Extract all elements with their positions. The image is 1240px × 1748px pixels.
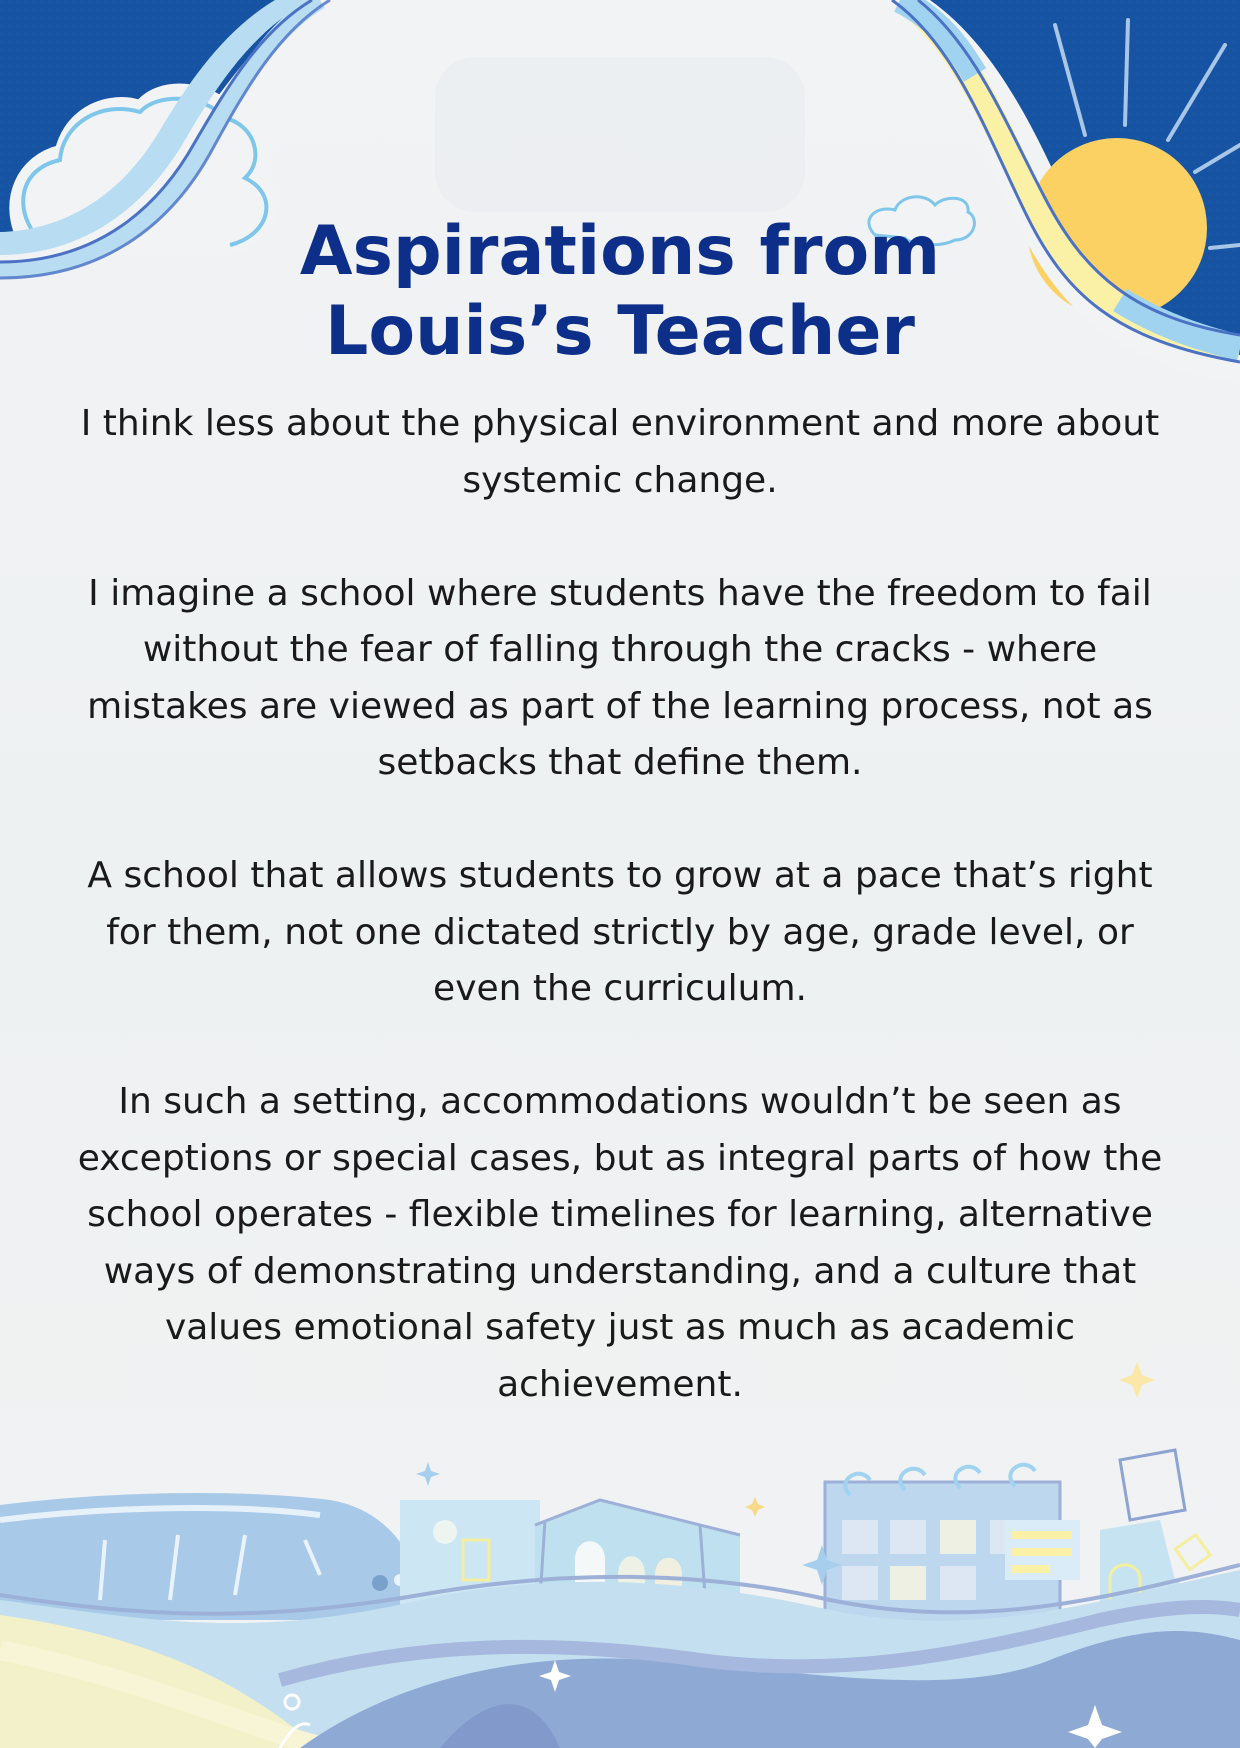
- title-backdrop: [435, 57, 805, 212]
- title-line-1: Aspirations from: [299, 212, 941, 291]
- paragraph-4: In such a setting, accommodations wouldn’t be seen as exceptions or special cases, but as integral parts of how the school operates - flexible timelines for learning, alternative ways of demonstrating understanding, and a culture that values emotional safety just as much as academic achievement.: [77, 1081, 1163, 1405]
- paragraph-1: I think less about the physical environment and more about systemic change.: [80, 403, 1160, 501]
- paragraph-2: I imagine a school where students have the freedom to fail without the fear of falling through the cracks - where mistakes are viewed as part of the learning process, not as setbacks that define them.: [87, 572, 1153, 783]
- body-text: [70, 396, 1170, 1413]
- bottom-city-decoration: [0, 1450, 1240, 1748]
- poster-title: [0, 212, 1240, 372]
- title-line-2: Louis’s Teacher: [325, 292, 915, 371]
- paragraph-3: A school that allows students to grow at a pace that’s right for them, not one dictated strictly by age, grade level, or even the curriculum.: [87, 855, 1153, 1009]
